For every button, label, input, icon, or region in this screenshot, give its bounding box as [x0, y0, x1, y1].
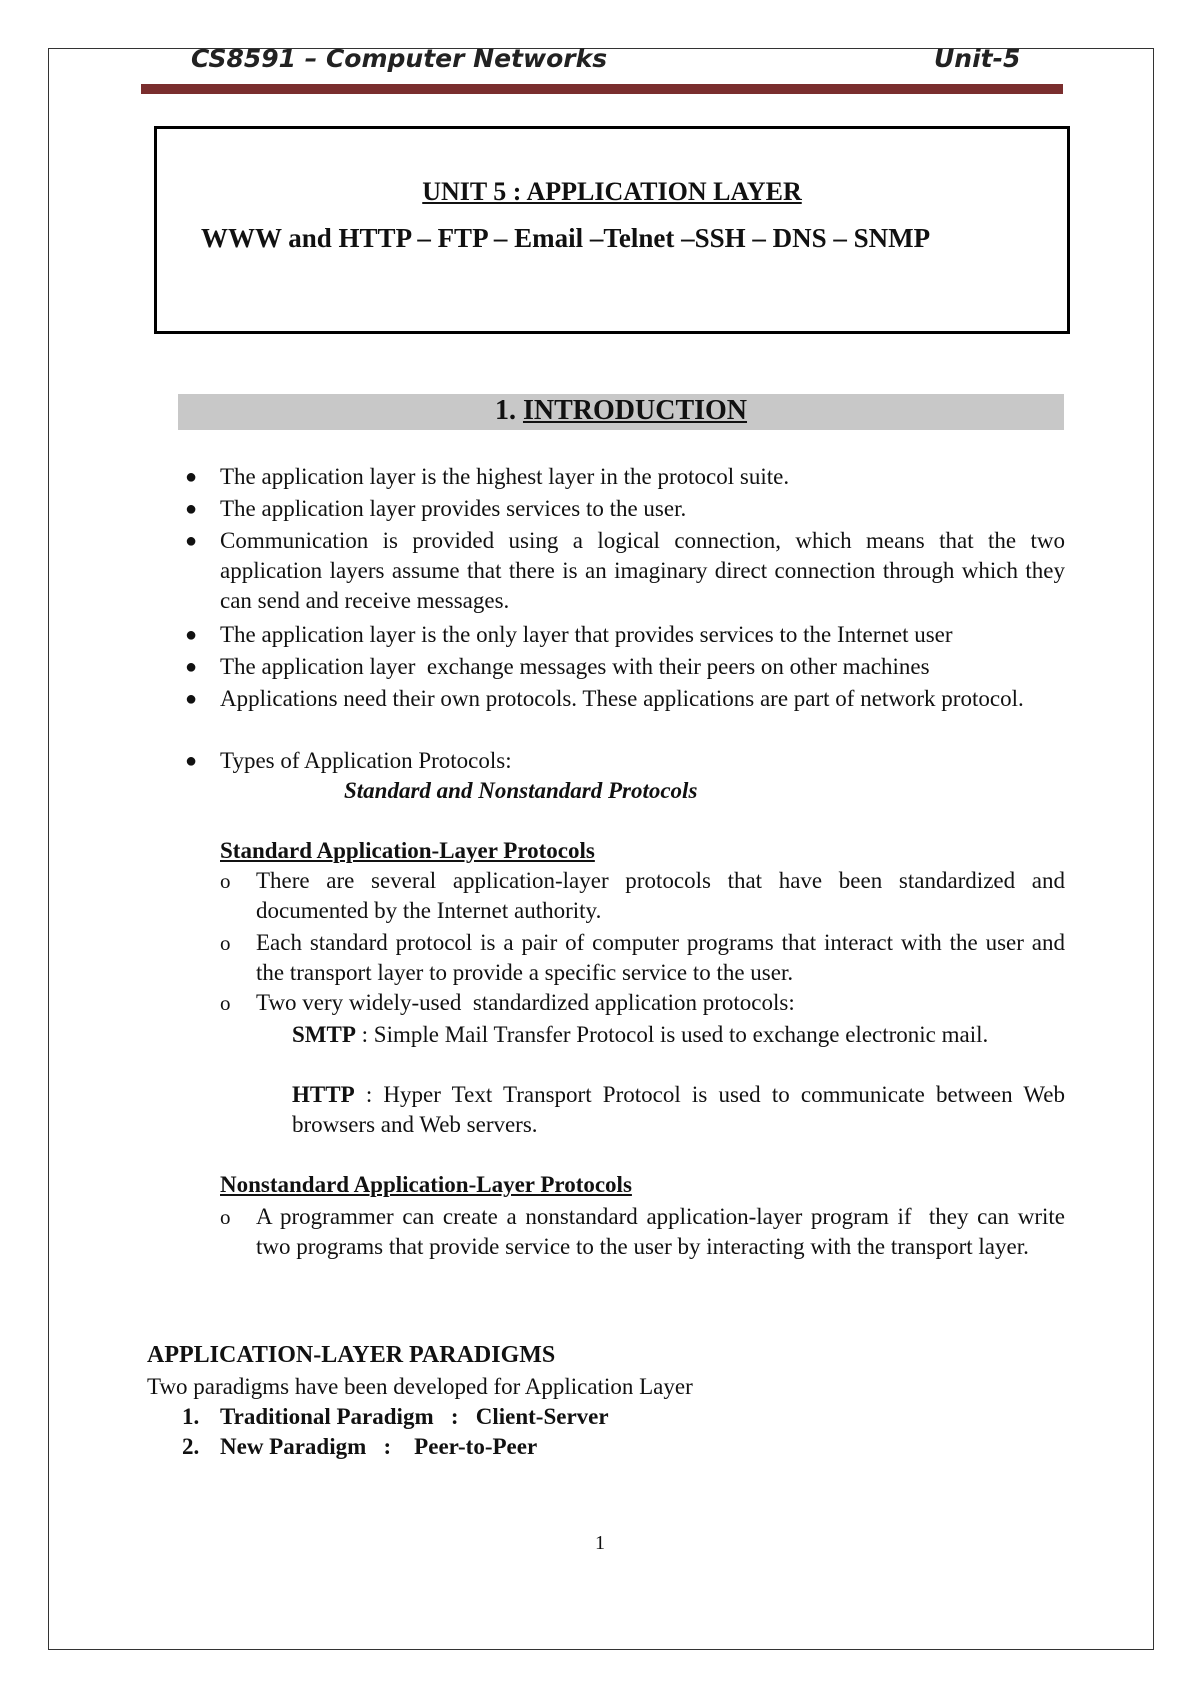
http-text: : Hyper Text Transport Protocol is used to communicate between Web browsers and Web servers. [292, 1082, 1065, 1137]
bullet-icon: ● [185, 750, 198, 772]
list-item: The application layer exchange messages with their peers on other machines [220, 654, 930, 679]
list-item: A programmer can create a nonstandard application-layer program if they can write two programs that provide service to the user by interacting with the transport layer. [256, 1204, 1071, 1259]
section-heading [178, 395, 1064, 427]
section-heading-bar [178, 394, 1064, 430]
header-unit: Unit-5 [934, 44, 1021, 73]
list-item: The application layer provides services to the user. [220, 496, 687, 521]
paradigm-item: Traditional Paradigm : Client-Server [220, 1404, 609, 1429]
paradigms-intro: Two paradigms have been developed for Application Layer [147, 1374, 693, 1399]
bullet-icon: ● [185, 656, 198, 678]
section-title: INTRODUCTION [522, 395, 748, 426]
header-course: CS8591 – Computer Networks [191, 44, 608, 73]
circle-bullet-icon: o [220, 869, 231, 893]
list-item: Each standard protocol is a pair of computer programs that interact with the user and the transport layer to provide a specific service to the user. [256, 930, 1065, 985]
standard-protocols-heading: Standard Application-Layer Protocols [220, 838, 595, 863]
protocol-types: Standard and Nonstandard Protocols [344, 778, 698, 803]
paradigm-item: New Paradigm : Peer-to-Peer [220, 1434, 538, 1459]
paradigm-number: 2. [182, 1434, 200, 1459]
bullet-icon: ● [185, 624, 198, 646]
paradigm-number: 1. [182, 1404, 200, 1429]
list-item: The application layer is the highest layer in the protocol suite. [220, 464, 790, 489]
nonstandard-protocols-heading: Nonstandard Application-Layer Protocols [220, 1172, 632, 1197]
list-item: Applications need their own protocols. These applications are part of network protocol. [220, 686, 1024, 711]
bullet-icon: ● [185, 688, 198, 710]
smtp-label: SMTP [292, 1022, 356, 1047]
list-item: Communication is provided using a logical connection, which means that the two application layers assume that there is an imaginary direct connection through which they can send and receive messages. [220, 528, 1065, 613]
header-rule [141, 84, 1063, 94]
http-definition [292, 1080, 1065, 1140]
section-number: 1. [494, 395, 516, 426]
circle-bullet-icon: o [220, 991, 231, 1015]
bullet-icon: ● [185, 466, 198, 488]
circle-bullet-icon: o [220, 931, 231, 955]
list-item: There are several application-layer protocols that have been standardized and documented by the Internet authority. [256, 868, 1065, 923]
smtp-definition [292, 1020, 1065, 1050]
list-item: The application layer is the only layer that provides services to the Internet user [220, 622, 953, 647]
bullet-icon: ● [185, 498, 198, 520]
smtp-text: : Simple Mail Transfer Protocol is used to exchange electronic mail. [355, 1022, 989, 1047]
unit-title: UNIT 5 : APPLICATION LAYER [422, 177, 802, 206]
list-item: Two very widely-used standardized application protocols: [256, 990, 795, 1015]
unit-topics: WWW and HTTP – FTP – Email –Telnet –SSH – DNS – SNMP [201, 223, 931, 253]
unit-title-box [154, 126, 1070, 334]
page-number: 1 [595, 1532, 605, 1554]
http-label: HTTP [292, 1082, 355, 1107]
bullet-icon: ● [185, 530, 198, 552]
list-item: Types of Application Protocols: [220, 748, 512, 773]
paradigms-heading: APPLICATION-LAYER PARADIGMS [147, 1342, 556, 1368]
circle-bullet-icon: o [220, 1205, 231, 1229]
